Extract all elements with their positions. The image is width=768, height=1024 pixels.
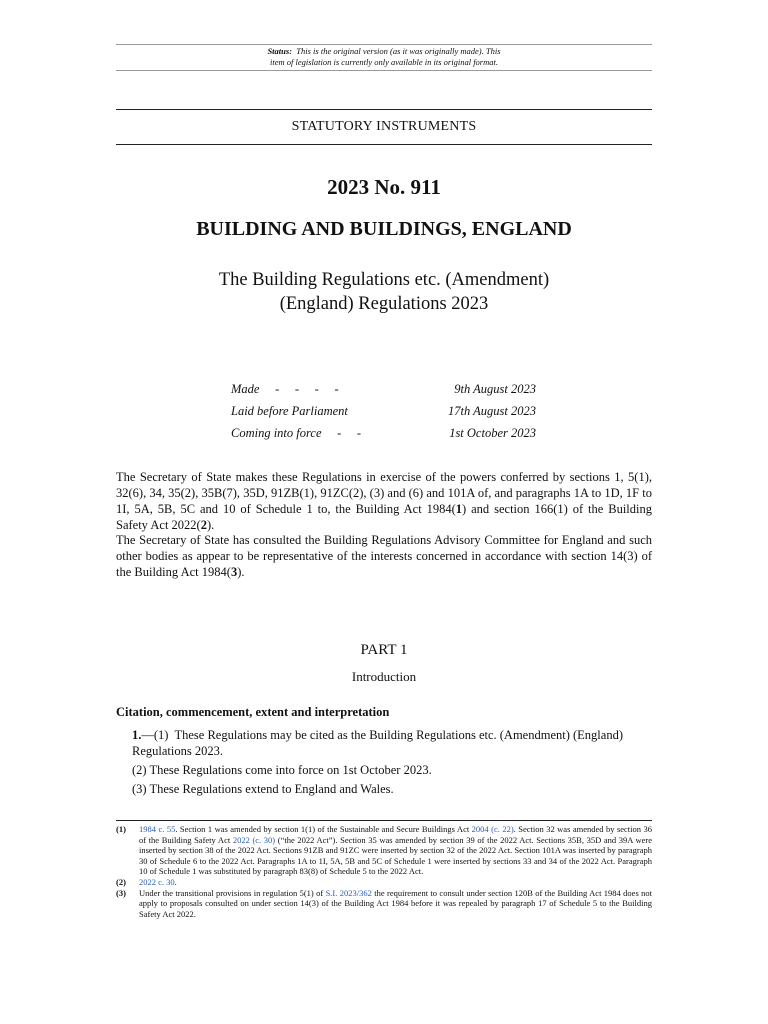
regulation-1-para-3: (3) These Regulations extend to England and Wales. [132, 782, 394, 796]
title-line-1: The Building Regulations etc. (Amendment) [218, 270, 550, 290]
preamble-text: ). [237, 565, 245, 579]
preamble-powers [116, 469, 652, 533]
preamble-text: The Secretary of State makes these Regulations in exercise of the powers conferred by sections 1, 5(1), 32(6), 34, 35(2), 35B(7), 35D, 91ZB(1), 91ZC(2), (3) and (6) and 101A of, and paragraphs 1A to 1D, 1F to 1I, 5A, 5B, 5C and 10 of Schedule 1 to, the Building Act 1984( [116, 470, 652, 516]
date-value: 17th August 2023 [448, 404, 536, 418]
preamble-consultation [116, 532, 652, 580]
footnote-1 [116, 824, 652, 877]
regulation-number: 1. [132, 728, 142, 742]
footnote-3 [116, 888, 652, 920]
date-label: Laid before Parliament [231, 404, 348, 418]
date-value: 9th August 2023 [454, 382, 536, 396]
date-row-made [231, 380, 536, 402]
part-heading: PART 1 [360, 642, 408, 658]
footnote-text: the requirement to consult under section 120B of the Building Act 1984 does not apply to proposals consulted on under section 14(3) of the Building Act 1984 before it was repealed by paragraph 17 of Schedule 5 to the Building Safety Act 2022. [139, 887, 652, 919]
footnote-number: (1) [116, 824, 126, 834]
preamble-text: ). [206, 518, 215, 532]
footnote-text: . [174, 876, 177, 887]
statutory-instruments-band: STATUTORY INSTRUMENTS [116, 109, 652, 145]
footnote-ref[interactable]: 2 [200, 518, 207, 532]
footnote-link[interactable]: S.I. 2023/362 [325, 887, 372, 898]
section-heading: Citation, commencement, extent and interpretation [116, 705, 390, 719]
regulation-subnum: —(1) [141, 728, 169, 742]
preamble-text: The Secretary of State has consulted the Building Regulations Advisory Committee for England and such other bodies as appear to be representative of the interests concerned in accordance with section 14(3) of the Building Act 1984( [116, 533, 652, 579]
instrument-number: 2023 No. 911 [327, 175, 441, 199]
footnote-text: (“the 2022 Act”). Section 35 was amended by section 39 of the 2022 Act. Sections 35B, 35D and 39A were inserted by section 38 of the 2022 Act. Sections 91ZB and 91ZC were inserted by section 32 of the 2022 Act. Section 101A was inserted by paragraph 30 of Schedule 6 to the 2022 Act. Paragraphs 1A to 1I, 5A, 5B and 5C of Schedule 1 were inserted by sections 33 and 34 of the 2022 Act. Paragraph 10 of Schedule 1 was substituted by paragraph 83(8) of Schedule 5 to the 2022 Act. [139, 834, 653, 877]
footnote-text: Under the transitional provisions in regulation 5(1) of [139, 887, 326, 898]
footnote-text: . Section 32 was amended by section 36 of the Building Safety Act [139, 824, 652, 845]
footnote-text: . Section 1 was amended by section 1(1) of the Sustainable and Secure Buildings Act [175, 824, 472, 834]
title-line-2: (England) Regulations 2023 [279, 294, 489, 314]
status-label: Status: [267, 46, 293, 56]
date-value: 1st October 2023 [449, 426, 536, 440]
status-line-2: item of legislation is currently only available in its original format. [270, 57, 498, 67]
date-label: Made - - - - [231, 382, 339, 396]
subject-heading: BUILDING AND BUILDINGS, ENGLAND [196, 218, 572, 240]
footnote-number: (3) [116, 887, 126, 898]
date-row-in-force [231, 424, 536, 446]
footnote-link[interactable]: 2004 (c. 22) [471, 824, 514, 834]
regulation-1-para-2: (2) These Regulations come into force on 1st October 2023. [132, 763, 432, 777]
footnote-ref[interactable]: 3 [230, 565, 238, 579]
status-line-1: This is the original version (as it was originally made). This [296, 46, 501, 56]
footnote-divider [116, 820, 652, 821]
footnotes [116, 824, 652, 919]
dates-table [231, 380, 536, 446]
footnote-2 [116, 877, 652, 888]
footnote-link[interactable]: 2022 (c. 30) [232, 834, 276, 845]
preamble-text: ) and section 166(1) of the Building Safety Act 2022( [116, 502, 652, 532]
part-title: Introduction [351, 669, 417, 684]
regulation-1-para-1 [116, 727, 652, 759]
date-label: Coming into force - - [231, 426, 362, 440]
footnote-link[interactable]: 2022 c. 30 [139, 876, 175, 887]
footnote-ref[interactable]: 1 [455, 502, 463, 516]
date-row-laid [231, 402, 536, 424]
footnote-link[interactable]: 1984 c. 55 [139, 824, 176, 834]
regulation-text: These Regulations may be cited as the Building Regulations etc. (Amendment) (England) Regulations 2023. [132, 728, 623, 758]
regulation-title [116, 268, 652, 316]
status-notice [116, 44, 652, 71]
footnote-number: (2) [116, 876, 126, 887]
